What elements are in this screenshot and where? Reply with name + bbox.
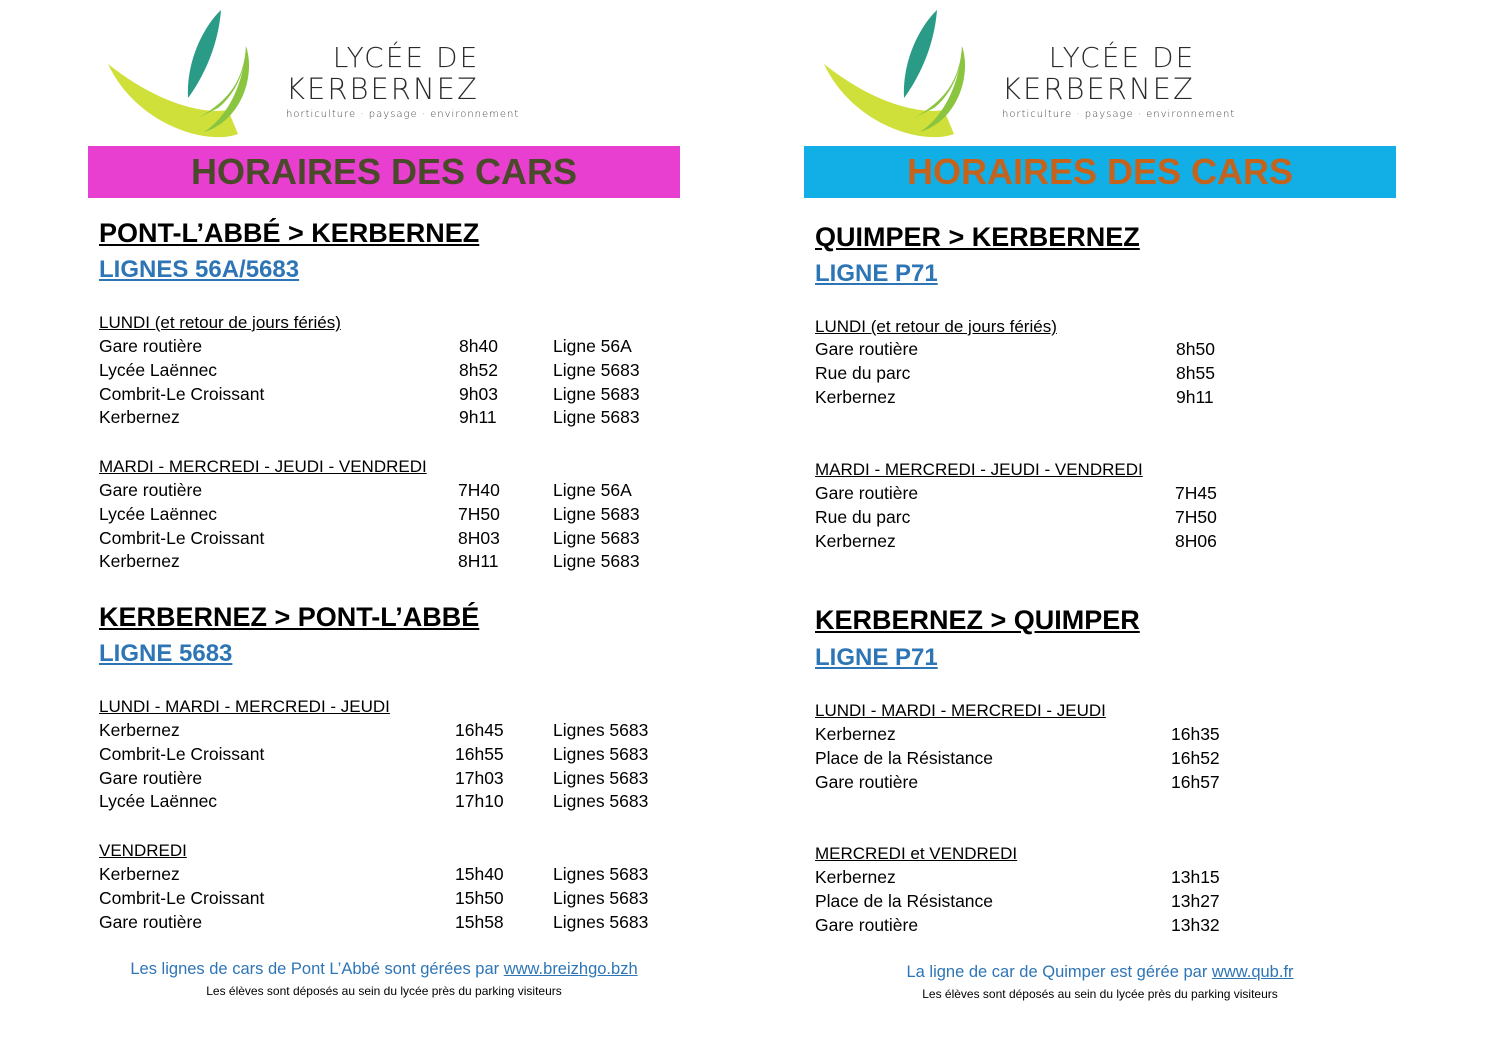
schedule-row [99, 791, 679, 815]
departure-time: 8H11 [458, 551, 499, 572]
departure-time: 16h55 [455, 743, 504, 764]
bus-line-label: Lignes 5683 [553, 791, 649, 812]
schedule-row [99, 384, 679, 408]
bus-line-link[interactable]: LIGNE P71 [815, 644, 938, 671]
day-heading: LUNDI - MARDI - MERCREDI - JEUDI [815, 701, 1106, 720]
schedule-row [815, 387, 1395, 411]
logo-wordmark [1002, 41, 1242, 120]
departure-time: 8H06 [1175, 530, 1217, 551]
departure-time: 13h32 [1171, 914, 1220, 935]
leaf-logo-icon [822, 6, 992, 138]
day-heading: MARDI - MERCREDI - JEUDI - VENDREDI [815, 460, 1143, 479]
stop-name: Gare routière [99, 911, 203, 932]
bus-line-label: Lignes 5683 [553, 887, 649, 908]
stop-name: Place de la Résistance [815, 890, 994, 911]
stop-name: Kerbernez [815, 386, 896, 407]
logo-line2: KERBERNEZ [1002, 72, 1195, 106]
stop-name: Combrit-Le Croissant [99, 527, 265, 548]
schedule-row [99, 720, 679, 744]
day-heading: LUNDI (et retour de jours fériés) [815, 317, 1057, 336]
stop-name: Gare routière [815, 914, 919, 935]
footer-note: Les élèves sont déposés au sein du lycée près du parking visiteurs [206, 984, 562, 998]
bus-line-label: Ligne 5683 [553, 551, 640, 572]
bus-line-label: Ligne 5683 [553, 503, 640, 524]
schedule-row [815, 772, 1395, 796]
departure-time: 13h15 [1171, 867, 1220, 887]
stop-name: Gare routière [815, 771, 919, 792]
departure-time: 9h11 [459, 407, 497, 428]
schedule-row [99, 768, 679, 792]
departure-time: 16h57 [1171, 771, 1220, 792]
day-heading: MARDI - MERCREDI - JEUDI - VENDREDI [99, 457, 427, 476]
departure-time: 7H50 [458, 503, 500, 524]
bus-line-label: Ligne 56A [553, 480, 632, 500]
stop-name: Kerbernez [99, 864, 180, 884]
stop-name: Gare routière [99, 336, 203, 356]
bus-line-label: Ligne 56A [553, 336, 632, 356]
page-title-banner: HORAIRES DES CARS [804, 146, 1396, 198]
logo-line2: KERBERNEZ [286, 72, 479, 106]
section-title: QUIMPER > KERBERNEZ [815, 222, 1140, 252]
bus-line-label: Lignes 5683 [553, 911, 649, 932]
logo-line1: LYCÉE DE [332, 41, 480, 74]
departure-time: 15h40 [455, 864, 504, 884]
stop-name: Rue du parc [815, 506, 911, 527]
section-title: KERBERNEZ > PONT-L’ABBÉ [99, 602, 480, 632]
departure-time: 9h11 [1176, 386, 1214, 407]
schedule-row [815, 748, 1395, 772]
page-title-banner: HORAIRES DES CARS [88, 146, 680, 198]
bus-line-label: Lignes 5683 [553, 767, 649, 788]
footer-note: Les élèves sont déposés au sein du lycée près du parking visiteurs [922, 987, 1278, 1001]
day-heading: MERCREDI et VENDREDI [815, 844, 1018, 863]
departure-time: 8h55 [1176, 362, 1215, 383]
stop-name: Lycée Laënnec [99, 359, 218, 380]
schedule-row [99, 864, 679, 888]
footer-info [88, 960, 680, 979]
footer-text: Les lignes de cars de Pont L’Abbé sont gérées par [130, 960, 504, 978]
stop-name: Combrit-Le Croissant [99, 743, 265, 764]
stop-name: Combrit-Le Croissant [99, 887, 265, 908]
day-heading: LUNDI (et retour de jours fériés) [99, 313, 341, 332]
bus-line-link[interactable]: LIGNE 5683 [99, 640, 233, 667]
stop-name: Gare routière [99, 767, 203, 788]
footer-text: La ligne de car de Quimper est gérée par [906, 963, 1212, 981]
schedule-row [815, 339, 1395, 363]
leaf-logo-icon [106, 6, 276, 138]
stop-name: Rue du parc [815, 362, 911, 383]
stop-name: Kerbernez [99, 551, 180, 572]
schedule-row [815, 724, 1395, 748]
bus-line-link[interactable]: LIGNE P71 [815, 260, 938, 287]
stop-name: Gare routière [99, 480, 203, 500]
departure-time: 9h03 [459, 383, 498, 404]
footer-link[interactable]: www.breizhgo.bzh [503, 960, 638, 978]
stop-name: Kerbernez [815, 530, 896, 551]
departure-time: 7H50 [1175, 506, 1217, 527]
bus-line-label: Lignes 5683 [553, 720, 649, 740]
schedule-row [99, 888, 679, 912]
schedule-row [815, 867, 1395, 891]
stop-name: Gare routière [815, 339, 919, 359]
departure-time: 8h50 [1176, 339, 1215, 359]
schedule-row [99, 360, 679, 384]
departure-time: 15h58 [455, 911, 504, 932]
logo-line1: LYCÉE DE [1048, 41, 1196, 74]
stop-name: Kerbernez [99, 720, 180, 740]
stop-name: Lycée Laënnec [99, 791, 218, 812]
school-logo [106, 6, 526, 138]
schedule-row [99, 336, 679, 360]
departure-time: 8h40 [459, 336, 498, 356]
school-logo [822, 6, 1242, 138]
departure-time: 16h35 [1171, 724, 1220, 744]
section-title: PONT-L’ABBÉ > KERBERNEZ [99, 218, 480, 248]
departure-time: 8H03 [458, 527, 500, 548]
schedule-row [99, 504, 679, 528]
footer-link[interactable]: www.qub.fr [1211, 963, 1294, 981]
stop-name: Kerbernez [815, 724, 896, 744]
departure-time: 7H45 [1175, 483, 1217, 503]
schedule-row [99, 551, 679, 575]
stop-name: Kerbernez [99, 407, 180, 428]
departure-time: 15h50 [455, 887, 504, 908]
stop-name: Gare routière [815, 483, 919, 503]
schedule-row [815, 363, 1395, 387]
departure-time: 16h45 [455, 720, 504, 740]
schedule-row [99, 528, 679, 552]
bus-line-label: Ligne 5683 [553, 407, 640, 428]
departure-time: 13h27 [1171, 890, 1220, 911]
departure-time: 17h10 [455, 791, 504, 812]
bus-line-label: Lignes 5683 [553, 743, 649, 764]
logo-tagline: horticulture · paysage · environnement [286, 109, 520, 120]
departure-time: 7H40 [458, 480, 500, 500]
stop-name: Combrit-Le Croissant [99, 383, 265, 404]
footer-info [804, 963, 1396, 982]
schedule-row [815, 915, 1395, 939]
schedule-row [815, 891, 1395, 915]
schedule-quimper [804, 0, 1424, 1058]
bus-line-label: Ligne 5683 [553, 359, 640, 380]
stop-name: Place de la Résistance [815, 747, 994, 768]
section-title: KERBERNEZ > QUIMPER [815, 605, 1140, 635]
stop-name: Lycée Laënnec [99, 503, 218, 524]
schedule-row [815, 483, 1395, 507]
bus-line-label: Ligne 5683 [553, 527, 640, 548]
logo-tagline: horticulture · paysage · environnement [1002, 109, 1236, 120]
schedule-row [99, 744, 679, 768]
schedule-row [99, 407, 679, 431]
bus-line-link[interactable]: LIGNES 56A/5683 [99, 256, 300, 283]
departure-time: 8h52 [459, 359, 498, 380]
schedule-row [815, 507, 1395, 531]
logo-wordmark [286, 41, 526, 120]
day-heading: VENDREDI [99, 841, 187, 860]
bus-line-label: Lignes 5683 [553, 864, 649, 884]
schedule-row [815, 531, 1395, 555]
departure-time: 16h52 [1171, 747, 1220, 768]
schedule-row [99, 480, 679, 504]
stop-name: Kerbernez [815, 867, 896, 887]
bus-line-label: Ligne 5683 [553, 383, 640, 404]
day-heading: LUNDI - MARDI - MERCREDI - JEUDI [99, 697, 390, 716]
schedule-row [99, 912, 679, 936]
schedule-pont-labbe [88, 0, 708, 1058]
departure-time: 17h03 [455, 767, 504, 788]
